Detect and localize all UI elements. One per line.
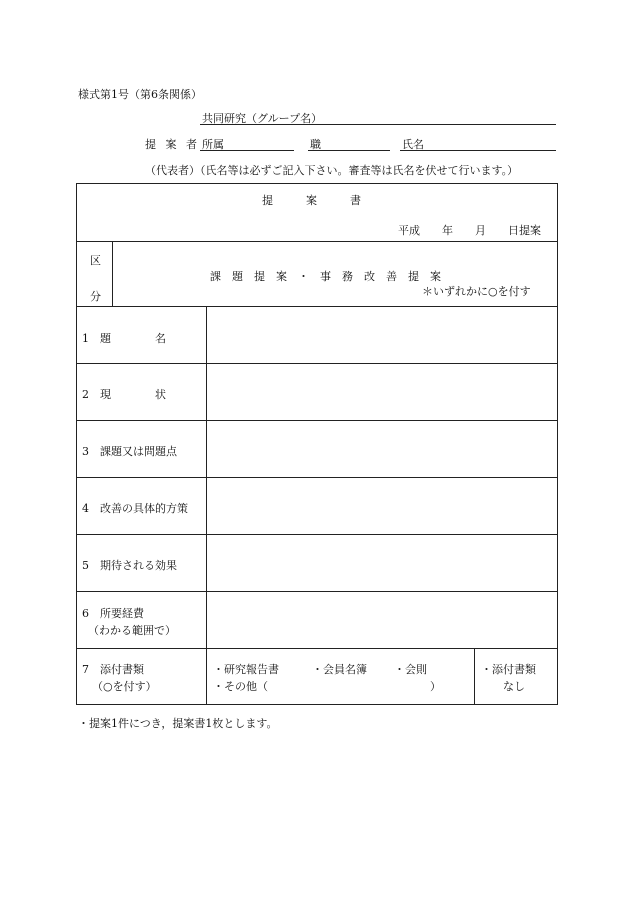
- title-input[interactable]: [207, 307, 557, 363]
- issues-input[interactable]: [207, 421, 557, 477]
- row-label-measures: 4 改善の具体的方策: [82, 502, 188, 515]
- attach-option-report[interactable]: ・研究報告書: [213, 663, 279, 676]
- position-label: 職: [310, 138, 321, 151]
- proposal-date: 平成 年 月 日提案: [398, 224, 541, 237]
- attach-none-label[interactable]: ・添付書類: [481, 663, 536, 676]
- attach-option-members[interactable]: ・会員名簿: [312, 663, 367, 676]
- group-name-field[interactable]: [200, 124, 556, 125]
- row-label-costs: 6 所要経費: [82, 607, 144, 620]
- group-name-label: 共同研究（グループ名）: [202, 112, 323, 125]
- attach-option-other[interactable]: ・その他（: [213, 680, 268, 693]
- sheet-title: 提 案 書: [262, 194, 361, 207]
- row-label-effects: 5 期待される効果: [82, 559, 177, 572]
- affiliation-field[interactable]: [200, 150, 294, 151]
- divider: [474, 648, 475, 705]
- costs-input[interactable]: [207, 592, 557, 648]
- divider: [206, 648, 207, 705]
- row-label-costs-note: （わかる範囲で）: [88, 624, 176, 637]
- footer-note: ・提案1件につき，提案書1枚とします。: [78, 717, 278, 730]
- row-label-issues: 3 課題又は問題点: [82, 445, 177, 458]
- attachments-label: 7 添付書類: [82, 663, 144, 676]
- measures-input[interactable]: [207, 478, 557, 534]
- attach-none-label-2: なし: [503, 680, 525, 693]
- attach-option-other-close: ）: [430, 680, 441, 693]
- category-label-top: 区: [90, 254, 101, 267]
- row-label-status: 2 現 状: [82, 388, 166, 401]
- attach-option-rules[interactable]: ・会則: [394, 663, 427, 676]
- category-label-bottom: 分: [90, 290, 101, 303]
- status-input[interactable]: [207, 364, 557, 420]
- position-field[interactable]: [308, 150, 390, 151]
- category-options[interactable]: 課 題 提 案 ・ 事 務 改 善 提 案: [210, 270, 441, 283]
- name-label: 氏名: [402, 138, 424, 151]
- name-field[interactable]: [400, 150, 556, 151]
- divider: [76, 648, 558, 649]
- attachments-note: （○を付す）: [92, 680, 157, 693]
- category-note: ＊いずれかに○を付す: [422, 285, 531, 298]
- divider: [76, 241, 558, 242]
- proposer-label: 提 案 者: [145, 138, 200, 151]
- affiliation-label: 所属: [202, 138, 224, 151]
- form-number: 様式第1号（第6条関係）: [78, 88, 202, 101]
- divider: [112, 241, 113, 306]
- representative-note: （代表者）（氏名等は必ずご記入下さい。審査等は氏名を伏せて行います。）: [145, 164, 519, 177]
- row-label-title: 1 題 名: [82, 332, 166, 345]
- effects-input[interactable]: [207, 535, 557, 591]
